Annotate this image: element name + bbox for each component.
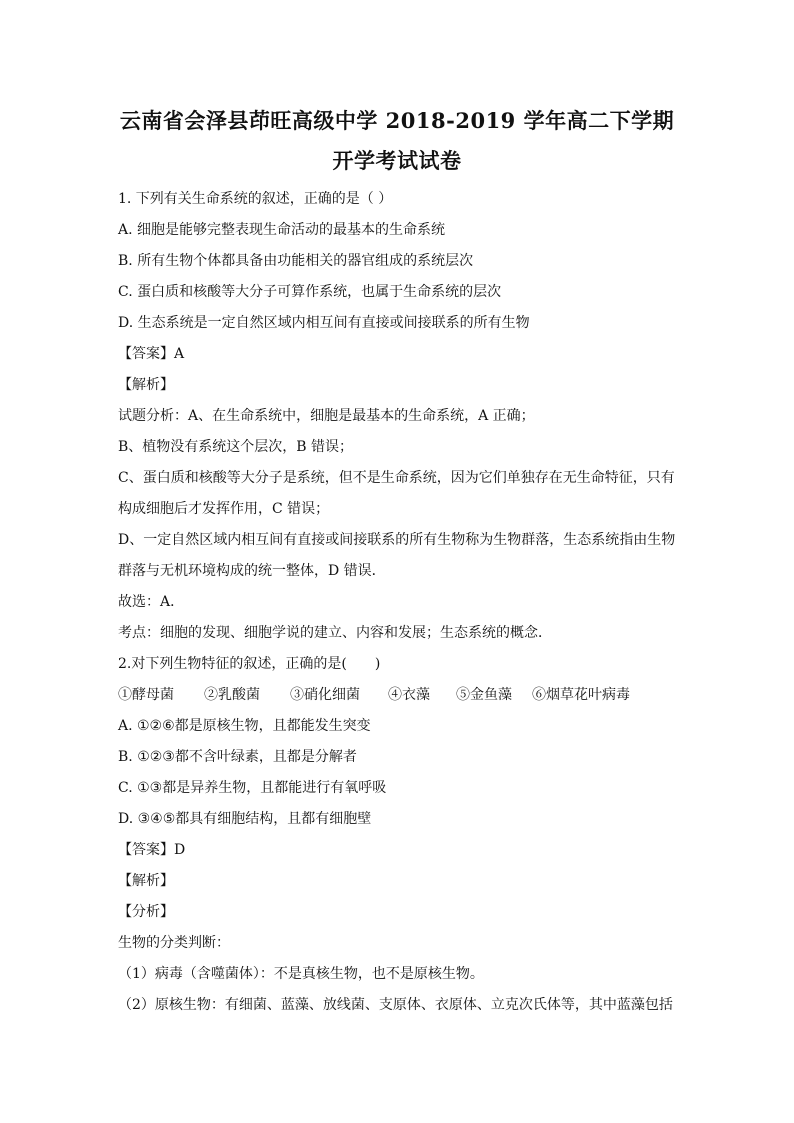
organism-item: ④衣藻 <box>388 687 430 703</box>
analysis-line: （1）病毒（含噬菌体）：不是真核生物，也不是原核生物。 <box>118 966 484 982</box>
question2-option-a: A. ①②⑥都是原核生物，且都能发生突变 <box>118 718 371 734</box>
analysis-line: 考点：细胞的发现、细胞学说的建立、内容和发展；生态系统的概念． <box>118 625 552 641</box>
question2-organism-list <box>118 680 678 711</box>
question1-analysis-header: 【解析】 <box>118 377 174 393</box>
organism-item: ⑥烟草花叶病毒 <box>532 687 630 703</box>
question1-stem: 1. 下列有关生命系统的叙述，正确的是（ ） <box>118 191 393 207</box>
question2-option-c: C. ①③都是异养生物，且都能进行有氧呼吸 <box>118 780 387 796</box>
analysis-line: C、蛋白质和核酸等大分子是系统，但不是生命系统，因为它们单独存在无生命特征，只有 <box>118 470 675 486</box>
document-content <box>118 184 678 1021</box>
question2-stem: 2.对下列生物特征的叙述，正确的是( ) <box>118 656 381 672</box>
analysis-line: D、一定自然区域内相互间有直接或间接联系的所有生物称为生物群落，生态系统指由生物 <box>118 532 676 548</box>
question2-fenxi-header: 【分析】 <box>118 904 174 920</box>
question2-answer: 【答案】D <box>118 842 186 858</box>
organism-item: ③硝化细菌 <box>290 687 360 703</box>
analysis-line: 试题分析：A、在生命系统中，细胞是最基本的生命系统，A 正确； <box>118 408 535 424</box>
analysis-line: 构成细胞后才发挥作用，C 错误； <box>118 501 330 517</box>
document-title-line2: 开学考试试卷 <box>332 148 462 173</box>
organism-item: ②乳酸菌 <box>204 687 260 703</box>
document-title-line1: 云南省会泽县茚旺高级中学 2018-2019 学年高二下学期 <box>119 108 675 133</box>
organism-item: ⑤金鱼藻 <box>456 687 512 703</box>
question1-option-a: A. 细胞是能够完整表现生命活动的最基本的生命系统 <box>118 222 446 238</box>
analysis-line: 群落与无机环境构成的统一整体，D 错误． <box>118 563 386 579</box>
question2-option-b: B. ①②③都不含叶绿素，且都是分解者 <box>118 749 357 765</box>
analysis-line: 故选：A． <box>118 594 185 610</box>
analysis-line: （2）原核生物：有细菌、蓝藻、放线菌、支原体、衣原体、立克次氏体等，其中蓝藻包括 <box>118 997 673 1013</box>
question1-option-d: D. 生态系统是一定自然区域内相互间有直接或间接联系的所有生物 <box>118 315 530 331</box>
analysis-line: 生物的分类判断： <box>118 935 230 951</box>
analysis-line: B、植物没有系统这个层次，B 错误； <box>118 439 354 455</box>
question2-analysis-header: 【解析】 <box>118 873 174 889</box>
question1-answer: 【答案】A <box>118 346 185 362</box>
question2-option-d: D. ③④⑤都具有细胞结构，且都有细胞壁 <box>118 811 372 827</box>
question1-option-b: B. 所有生物个体都具备由功能相关的器官组成的系统层次 <box>118 253 474 269</box>
question1-option-c: C. 蛋白质和核酸等大分子可算作系统，也属于生命系统的层次 <box>118 284 502 300</box>
organism-item: ①酵母菌 <box>118 687 174 703</box>
